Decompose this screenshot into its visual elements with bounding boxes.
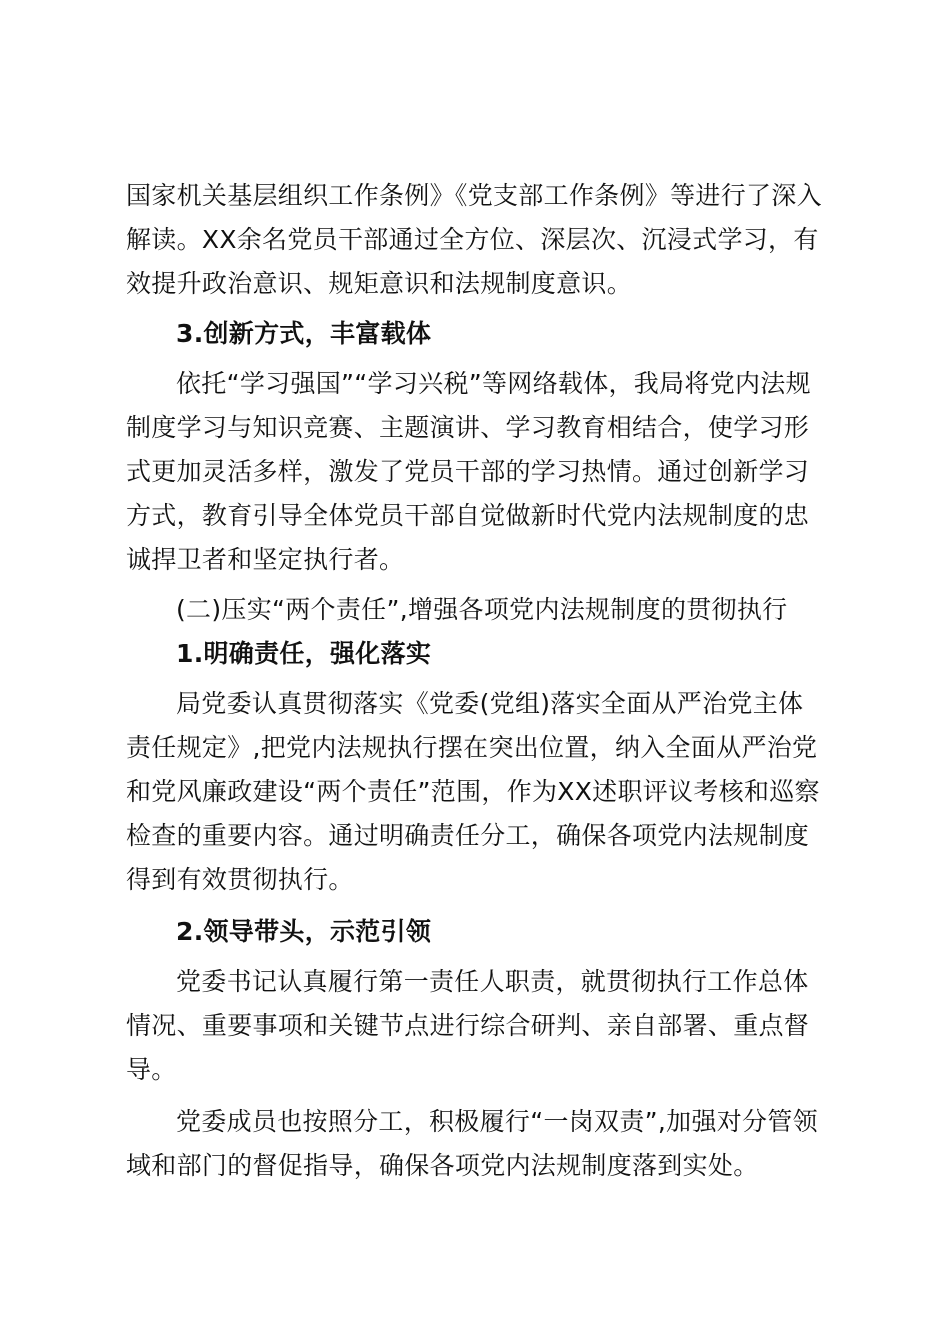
heading-innovate-methods: 3.创新方式，丰富载体: [176, 319, 432, 348]
paragraph-continued: 国家机关基层组织工作条例》《党支部工作条例》等进行了深入解读。XX余名党员干部通过全方位、深层次、沉浸式学习，有效提升政治意识、规矩意识和法规制度意识。: [126, 181, 822, 298]
heading-clarify-responsibility: 1.明确责任，强化落实: [176, 639, 432, 668]
paragraph-innovate-methods: 依托“学习强国”“学习兴税”等网络载体，我局将党内法规制度学习与知识竞赛、主题演讲、学习教育相结合，使学习形式更加灵活多样，激发了党员干部的学习热情。通过创新学习方式，教育引导全体党员干部自觉做新时代党内法规制度的忠诚捍卫者和坚定执行者。: [126, 369, 811, 574]
section-heading-two-responsibilities: (二)压实“两个责任”,增强各项党内法规制度的贯彻执行: [176, 595, 788, 624]
paragraph-committee-members: 党委成员也按照分工，积极履行“一岗双责”,加强对分管领域和部门的督促指导，确保各项党内法规制度落到实处。: [126, 1107, 818, 1180]
paragraph-clarify-responsibility: 局党委认真贯彻落实《党委(党组)落实全面从严治党主体责任规定》,把党内法规执行摆在突出位置，纳入全面从严治党和党风廉政建设“两个责任”范围，作为XX述职评议考核和巡察检查的重要内容。通过明确责任分工，确保各项党内法规制度得到有效贯彻执行。: [126, 689, 820, 894]
heading-leadership-example: 2.领导带头，示范引领: [176, 917, 432, 946]
paragraph-party-secretary: 党委书记认真履行第一责任人职责，就贯彻执行工作总体情况、重要事项和关键节点进行综合研判、亲自部署、重点督导。: [126, 967, 810, 1084]
document-body: [126, 174, 826, 1188]
